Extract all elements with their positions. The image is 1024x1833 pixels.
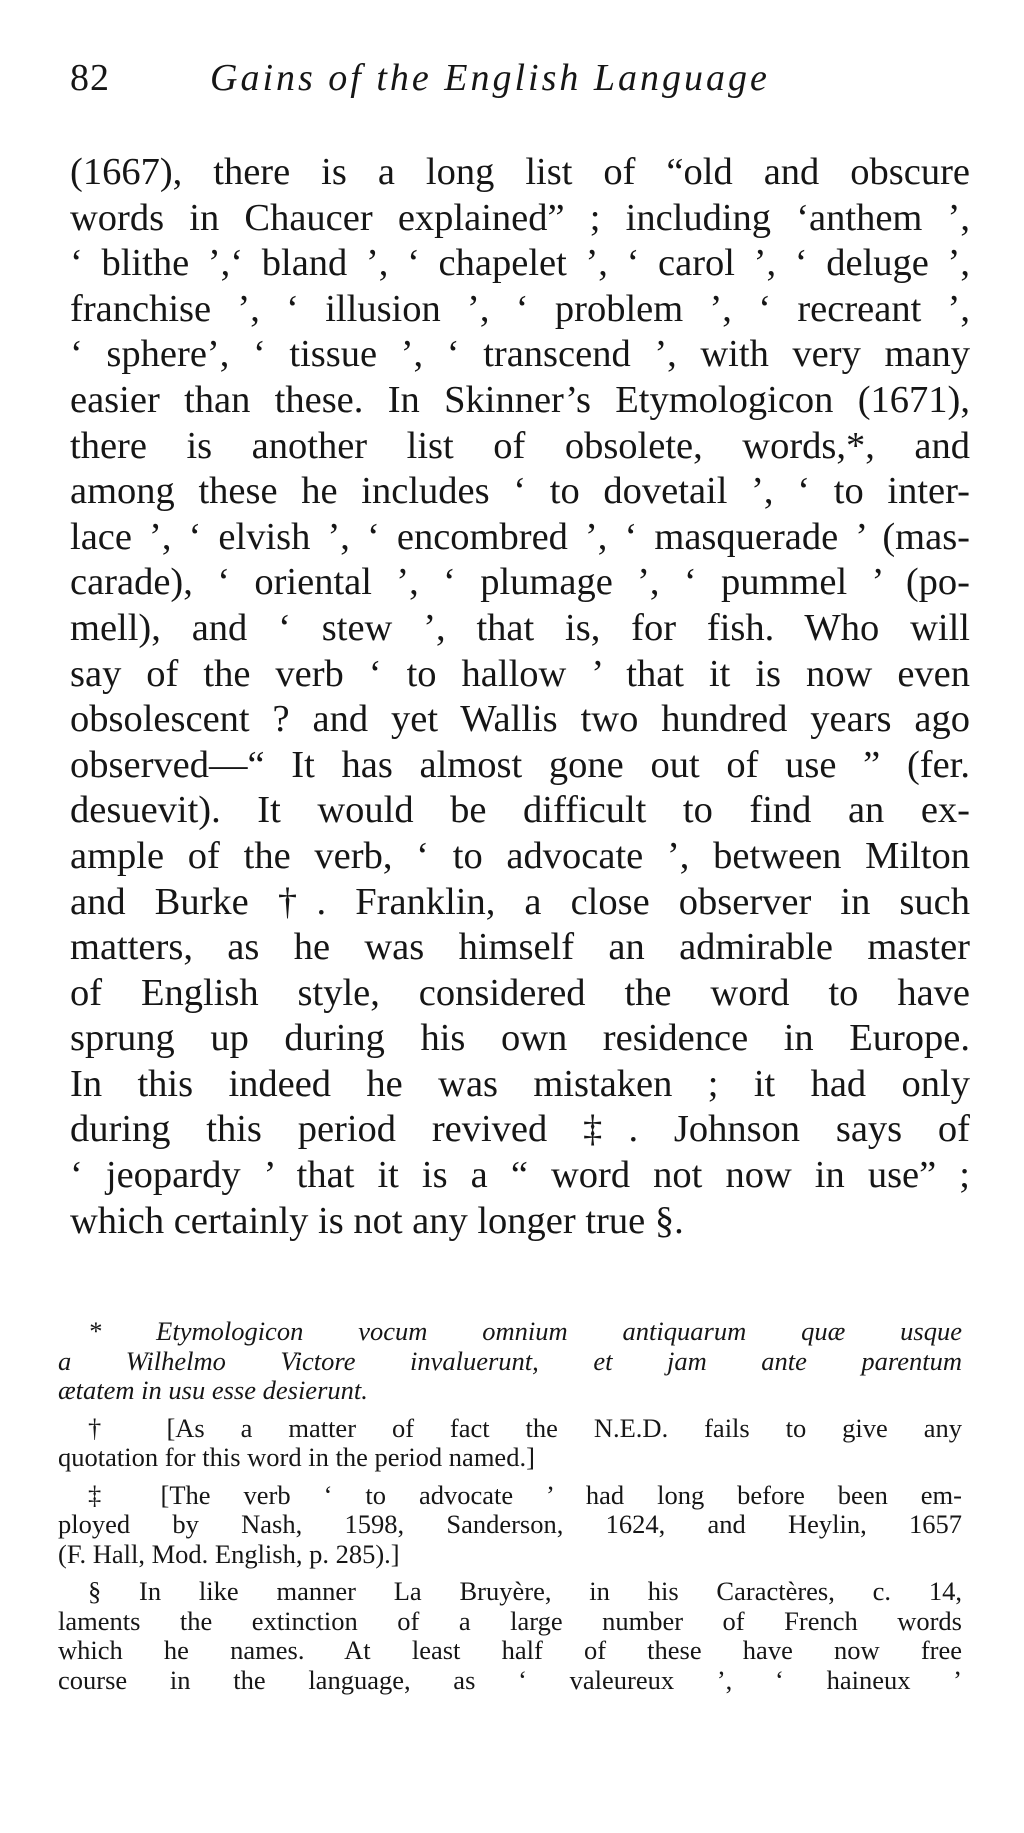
running-title: Gains of the English Language — [210, 57, 770, 99]
body-line: easier than these. In Skinner’s Etymologicon (1671), — [70, 378, 970, 421]
body-line: words in Chaucer explained” ; including ‘anthem ’, — [70, 196, 970, 239]
body-line: lace ’, ‘ elvish ’, ‘ encombred ’, ‘ masquerade ’ (mas- — [70, 515, 970, 558]
body-line: ‘ blithe ’,‘ bland ’, ‘ chapelet ’, ‘ carol ’, ‘ deluge ’, — [70, 242, 970, 285]
footnote-line: quotation for this word in the period named.] — [58, 1442, 535, 1472]
footnote-line: (F. Hall, Mod. English, p. 285).] — [58, 1538, 400, 1569]
footnote-line: a Wilhelmo Victore invaluerunt, et jam ante parentum — [58, 1345, 962, 1376]
footnote-line: † [As a matter of fact the N.E.D. fails to give any — [88, 1412, 962, 1443]
body-line: carade), ‘ oriental ’, ‘ plumage ’, ‘ pummel ’ (po- — [70, 561, 970, 604]
body-line: desuevit). It would be difficult to find an ex- — [70, 789, 970, 832]
body-line: of English style, considered the word to have — [70, 971, 970, 1014]
page-number: 82 — [70, 57, 110, 99]
footnote-line: ‡ [The verb ‘ to advocate ’ had long before been em- — [88, 1479, 962, 1510]
body-line: say of the verb ‘ to hallow ’ that it is now even — [70, 652, 970, 695]
body-line: among these he includes ‘ to dovetail ’, ‘ to inter- — [70, 470, 970, 513]
footnote-line: which he names. At least half of these have now free — [58, 1635, 962, 1665]
footnote-line: course in the language, as ‘ valeureux ’, ‘ haineux ’ — [58, 1664, 962, 1695]
footnotes — [58, 1317, 962, 1695]
body-line: ‘ sphere’, ‘ tissue ’, ‘ transcend ’, with very many — [70, 333, 970, 376]
body-line: ‘ jeopardy ’ that it is a “ word not now in use” ; — [70, 1154, 970, 1197]
body-text — [70, 150, 970, 1244]
body-line: franchise ’, ‘ illusion ’, ‘ problem ’, ‘ recreant ’, — [70, 287, 970, 330]
footnote-asterisk — [58, 1317, 962, 1406]
footnote-line: § In like manner La Bruyère, in his Caractères, c. 14, — [88, 1576, 962, 1606]
footnote-double-dagger — [58, 1481, 962, 1570]
footnote-line: ployed by Nash, 1598, Sanderson, 1624, and Heylin, 1657 — [58, 1509, 962, 1539]
footnote-line: laments the extinction of a large number of French words — [58, 1605, 962, 1636]
running-head — [70, 48, 970, 108]
body-line: obsolescent ? and yet Wallis two hundred years ago — [70, 698, 970, 741]
footnote-dagger — [58, 1414, 962, 1473]
footnote-section — [58, 1577, 962, 1695]
body-line: during this period revived ‡. Johnson says of — [70, 1108, 970, 1151]
body-line: (1667), there is a long list of “old and obscure — [70, 151, 970, 193]
body-line: and Burke †. Franklin, a close observer in such — [70, 880, 970, 923]
body-line: matters, as he was himself an admirable master — [70, 926, 970, 969]
body-line: there is another list of obsolete, words,*, and — [70, 424, 970, 467]
footnote-line: ætatem in usu esse desierunt. — [58, 1375, 368, 1405]
footnote-line: * Etymologicon vocum omnium antiquarum quæ usque — [88, 1316, 962, 1346]
body-line: In this indeed he was mistaken ; it had only — [70, 1062, 970, 1105]
body-line: mell), and ‘ stew ’, that is, for fish. Who will — [70, 606, 970, 649]
body-line: sprung up during his own residence in Europe. — [70, 1017, 970, 1060]
body-line: ample of the verb, ‘ to advocate ’, between Milton — [70, 834, 970, 877]
body-line: which certainly is not any longer true §. — [70, 1199, 684, 1242]
body-line: observed—“ It has almost gone out of use ” (fer. — [70, 743, 970, 786]
